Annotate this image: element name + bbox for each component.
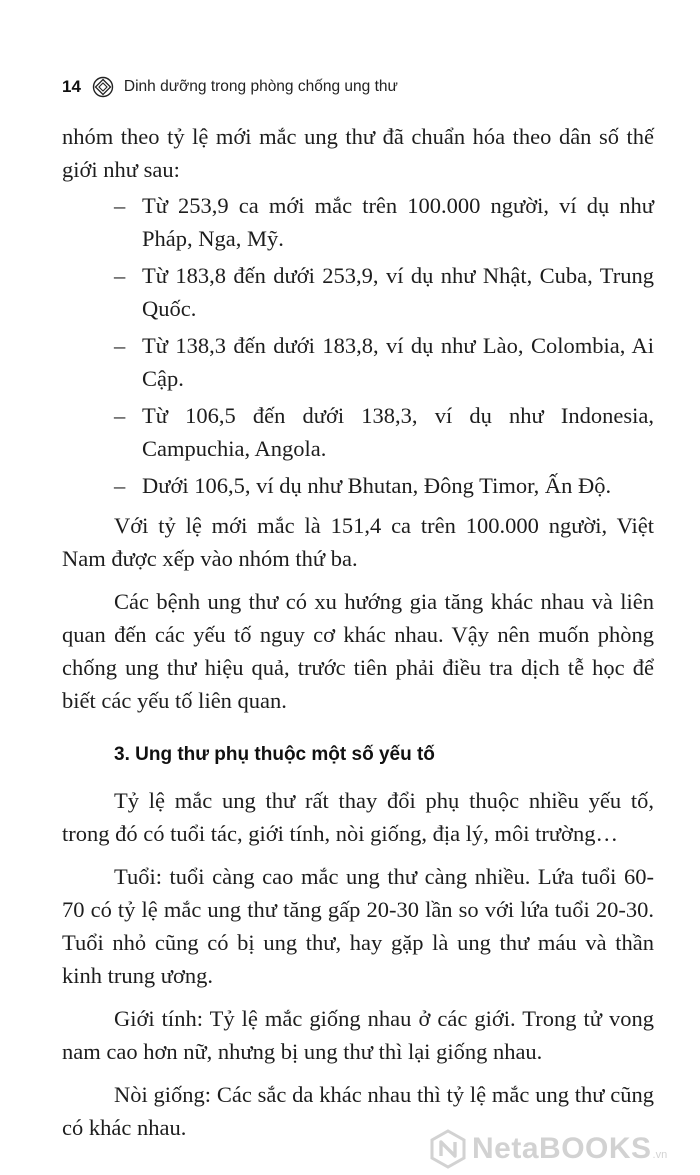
incidence-group-list [62,189,654,502]
vietnam-paragraph: Với tỷ lệ mới mắc là 151,4 ca trên 100.000 người, Việt Nam được xếp vào nhóm thứ ba. [62,513,654,571]
list-item [62,469,654,502]
list-dash: – [114,193,126,218]
list-dash: – [114,263,126,288]
list-item-text: Từ 138,3 đến dưới 183,8, ví dụ như Lào, Colombia, Ai Cập. [142,333,654,391]
list-item [62,399,654,465]
age-paragraph: Tuổi: tuổi càng cao mắc ung thư càng nhiều. Lứa tuổi 60-70 có tỷ lệ mắc ung thư tăng gấp 20-30 lần so với lứa tuổi 20-30. Tuổi nhỏ cũng có bị ung thư, hay gặp là ung thư máu và thần kinh trung ương. [62,864,654,988]
gender-paragraph: Giới tính: Tỷ lệ mắc giống nhau ở các giới. Trong tử vong nam cao hơn nữ, nhưng bị ung thư thì lại giống nhau. [62,1006,654,1064]
list-dash: – [114,403,126,428]
list-dash: – [114,333,126,358]
neta-logo-icon [428,1129,468,1169]
body-text [62,120,654,1144]
watermark-suffix: .vn [652,1149,668,1161]
running-header [62,72,398,102]
list-item-text: Dưới 106,5, ví dụ như Bhutan, Đông Timor, Ấn Độ. [142,473,612,498]
list-item [62,329,654,395]
intro-paragraph: nhóm theo tỷ lệ mới mắc ung thư đã chuẩn hóa theo dân số thế giới như sau: [62,124,654,182]
running-header-title: Dinh dưỡng trong phòng chống ung thư [123,78,398,95]
list-item-text: Từ 253,9 ca mới mắc trên 100.000 người, ví dụ như Pháp, Nga, Mỹ. [142,193,654,251]
trends-paragraph: Các bệnh ung thư có xu hướng gia tăng khác nhau và liên quan đến các yếu tố nguy cơ khác nhau. Vậy nên muốn phòng chống ung thư hiệu quả, trước tiên phải điều tra dịch tễ học để biết các yếu tố liên quan. [62,589,654,713]
watermark-text: NetaBOOKS [472,1132,652,1165]
list-item-text: Từ 106,5 đến dưới 138,3, ví dụ như Indonesia, Campuchia, Angola. [142,403,654,461]
race-paragraph: Nòi giống: Các sắc da khác nhau thì tỷ lệ mắc ung thư cũng có khác nhau. [62,1082,654,1140]
page-number: 14 [62,77,81,96]
list-item [62,259,654,325]
list-dash: – [114,473,126,498]
list-item-text: Từ 183,8 đến dưới 253,9, ví dụ như Nhật, Cuba, Trung Quốc. [142,263,654,321]
section-heading: 3. Ung thư phụ thuộc một số yếu tố [114,744,435,765]
factors-paragraph: Tỷ lệ mắc ung thư rất thay đổi phụ thuộc nhiều yếu tố, trong đó có tuổi tác, giới tính, nòi giống, địa lý, môi trường… [62,788,654,846]
list-item [62,189,654,255]
diamond-emblem-icon [92,76,114,98]
watermark [428,1126,667,1172]
